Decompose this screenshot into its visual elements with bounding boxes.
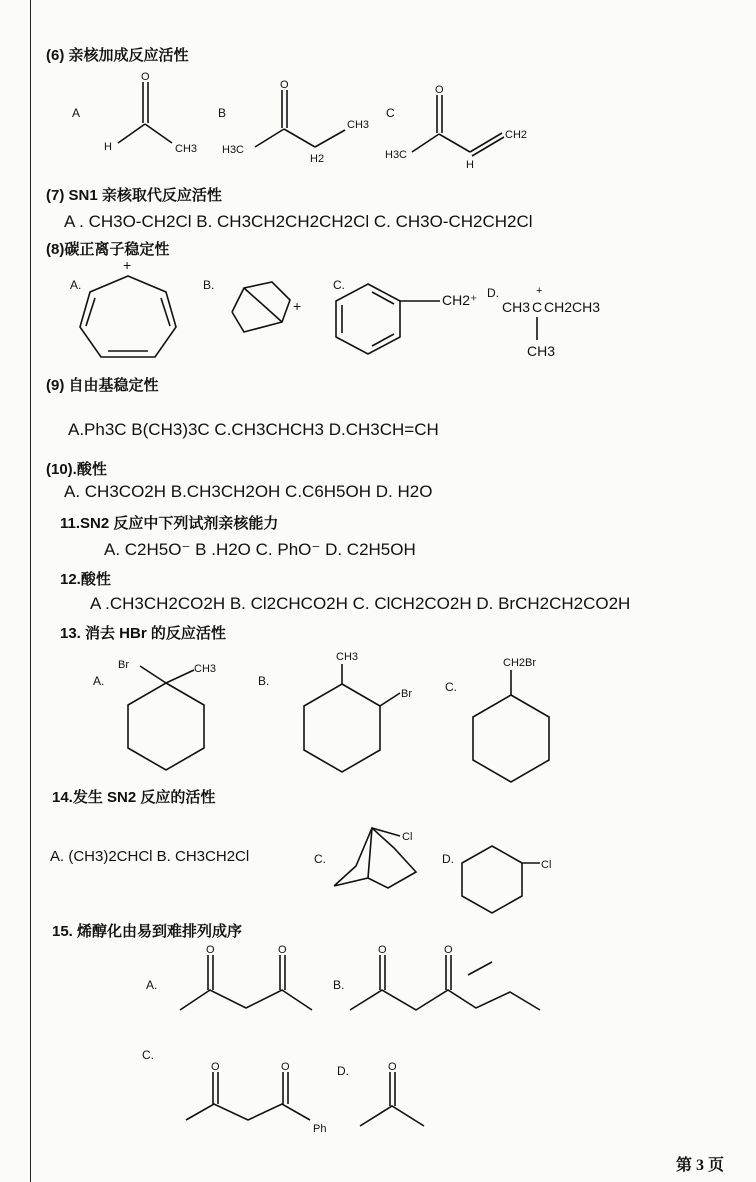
svg-text:H3C: H3C [222,144,245,156]
q6-title: (6) 亲核加成反应活性 [46,47,189,64]
q14-title: 14.发生 SN2 反应的活性 [52,789,216,806]
svg-text:Cl: Cl [541,859,552,871]
q10-title: (10).酸性 [46,461,107,478]
q13-label-c: C. [445,680,457,694]
q11-options: A. C2H5O⁻ B .H2O C. PhO⁻ D. C2H5OH [104,540,416,559]
svg-text:Br: Br [401,688,412,700]
svg-text:O: O [378,944,387,956]
q6-label-c: C [386,106,395,120]
q12-title: 12.酸性 [60,571,111,588]
q7-title: (7) SN1 亲核取代反应活性 [46,187,222,204]
q6-label-b: B [218,106,227,120]
q8-label-a: A. [70,278,82,292]
svg-text:O: O [435,84,444,96]
svg-text:CH2: CH2 [505,129,528,141]
q10-options: A. CH3CO2H B.CH3CH2OH C.C6H5OH D. H2O [64,482,433,501]
svg-text:CH3: CH3 [502,299,531,315]
svg-text:O: O [281,1061,290,1073]
q13-label-a: A. [93,674,105,688]
svg-text:CH3: CH3 [175,143,198,155]
svg-text:H3C: H3C [385,149,408,161]
svg-text:Cl: Cl [402,831,413,843]
page-number: 第 3 页 [676,1157,725,1174]
q15-label-b: B. [333,978,345,992]
q15-label-d: D. [337,1064,349,1078]
q7-options: A . CH3O-CH2Cl B. CH3CH2CH2CH2Cl C. CH3O-CH2CH2Cl [64,212,533,231]
q13-label-b: B. [258,674,270,688]
svg-text:CH2Br: CH2Br [503,657,537,669]
q15-title: 15. 烯醇化由易到难排列成序 [52,923,243,940]
svg-text:Ph: Ph [313,1123,327,1135]
q14-label-c: C. [314,852,326,866]
svg-text:H: H [466,159,474,171]
q13-title: 13. 消去 HBr 的反应活性 [60,625,226,642]
svg-text:CH3: CH3 [336,651,359,663]
svg-text:O: O [444,944,453,956]
q9-title: (9) 自由基稳定性 [46,377,159,394]
svg-text:O: O [211,1061,220,1073]
q8-title: (8)碳正离子稳定性 [46,241,170,258]
svg-text:CH3: CH3 [347,119,370,131]
svg-text:CH3: CH3 [194,663,217,675]
svg-text:CH2⁺: CH2⁺ [442,292,478,308]
q14-options-ab: A. (CH3)2CHCl B. CH3CH2Cl [50,848,250,865]
q8-label-c: C. [333,278,345,292]
q8-label-b: B. [203,278,215,292]
svg-text:O: O [278,944,287,956]
q6-label-a: A [72,106,81,120]
q15-label-c: C. [142,1048,154,1062]
svg-text:O: O [280,79,289,91]
q8-label-d: D. [487,286,499,300]
svg-text:+: + [293,298,302,314]
q15-label-a: A. [146,978,158,992]
q12-options: A .CH3CH2CO2H B. Cl2CHCO2H C. ClCH2CO2H D. BrCH2CH2CO2H [90,594,631,613]
svg-text:H: H [104,141,112,153]
q9-options: A.Ph3C B(CH3)3C C.CH3CHCH3 D.CH3CH=CH [68,420,439,439]
svg-text:H2: H2 [310,153,325,165]
svg-text:O: O [388,1061,397,1073]
svg-text:+: + [536,285,543,297]
svg-text:O: O [206,944,215,956]
q11-title: 11.SN2 反应中下列试剂亲核能力 [60,515,279,532]
svg-text:C: C [532,299,543,315]
svg-text:+: + [123,257,132,273]
q14-label-d: D. [442,852,454,866]
svg-text:Br: Br [118,659,129,671]
svg-text:O: O [141,71,150,83]
svg-text:CH2CH3: CH2CH3 [544,299,601,315]
svg-text:CH3: CH3 [527,343,556,359]
